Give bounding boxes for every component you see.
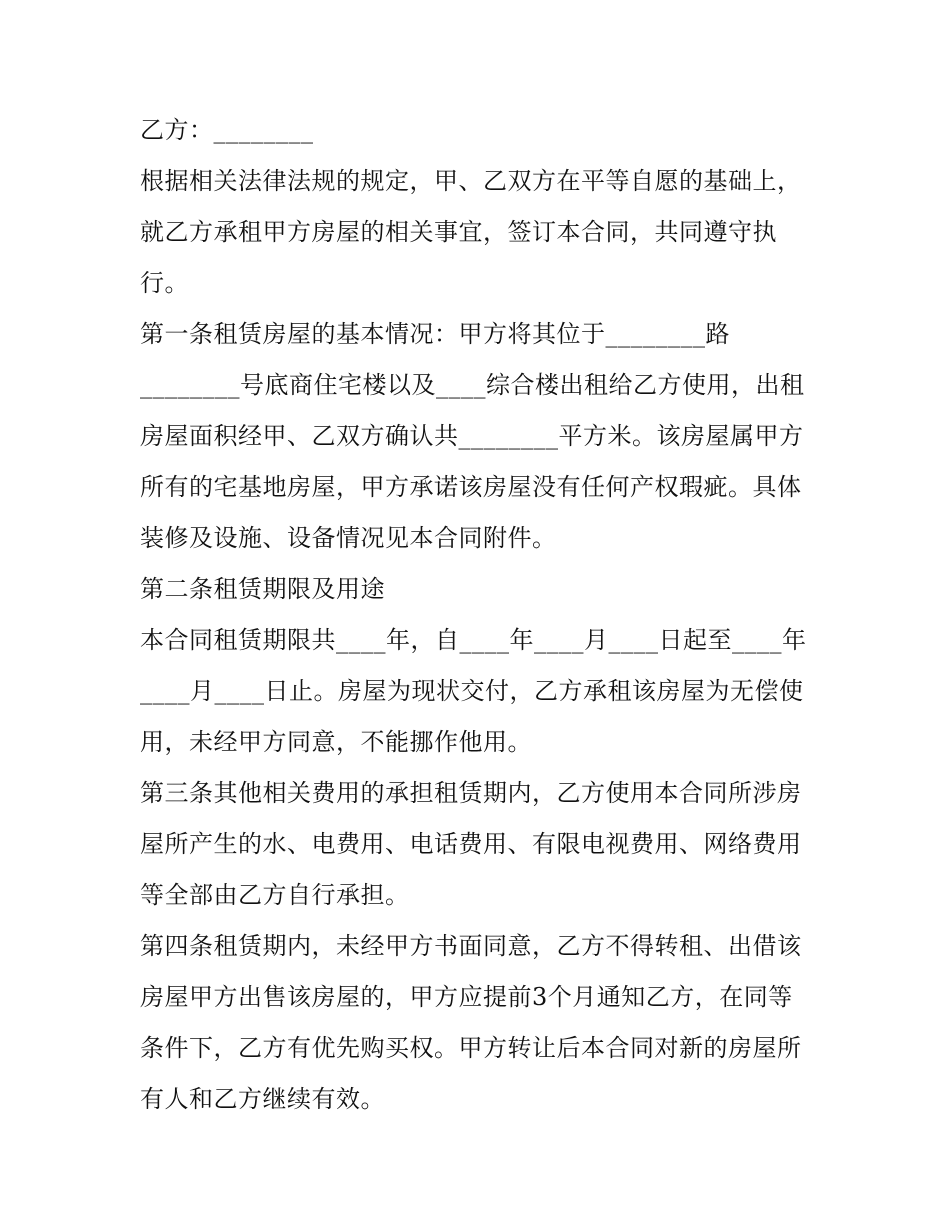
article-1-line-5: 装修及设施、设备情况见本合同附件。 (140, 524, 557, 552)
article-3-line-2: 屋所产生的水、电费用、电话费用、有限电视费用、网络费用 (140, 830, 802, 858)
article-3-line-1: 第三条其他相关费用的承担租赁期内，乙方使用本合同所涉房 (140, 779, 802, 807)
article-2-line-2: ____月____日止。房屋为现状交付，乙方承租该房屋为无偿使 (140, 677, 804, 705)
party-b-line: 乙方：________ (140, 116, 314, 144)
article-1-line-4: 所有的宅基地房屋，甲方承诺该房屋没有任何产权瑕疵。具体 (140, 473, 802, 501)
article-1-line-3: 房屋面积经甲、乙双方确认共________平方米。该房屋属甲方 (140, 422, 804, 450)
preamble-line-1: 根据相关法律法规的规定，甲、乙双方在平等自愿的基础上， (140, 167, 802, 195)
article-4-line-2: 房屋甲方出售该房屋的，甲方应提前3个月通知乙方，在同等 (140, 983, 793, 1011)
article-4-line-1: 第四条租赁期内，未经甲方书面同意，乙方不得转租、出借该 (140, 932, 802, 960)
article-2-heading: 第二条租赁期限及用途 (140, 575, 385, 603)
article-4-line-4: 有人和乙方继续有效。 (140, 1085, 385, 1113)
article-4-line-3: 条件下，乙方有优先购买权。甲方转让后本合同对新的房屋所 (140, 1034, 802, 1062)
preamble-line-3: 行。 (140, 269, 189, 297)
preamble-line-2: 就乙方承租甲方房屋的相关事宜，签订本合同，共同遵守执 (140, 218, 777, 246)
article-1-line-2: ________号底商住宅楼以及____综合楼出租给乙方使用，出租 (140, 371, 805, 399)
contract-body (140, 105, 820, 1125)
article-2-line-1: 本合同租赁期限共____年，自____年____月____日起至____年 (140, 626, 807, 654)
article-3-line-3: 等全部由乙方自行承担。 (140, 881, 410, 909)
article-2-line-3: 用，未经甲方同意，不能挪作他用。 (140, 728, 532, 756)
article-1-line-1: 第一条租赁房屋的基本情况：甲方将其位于________路 (140, 320, 730, 348)
